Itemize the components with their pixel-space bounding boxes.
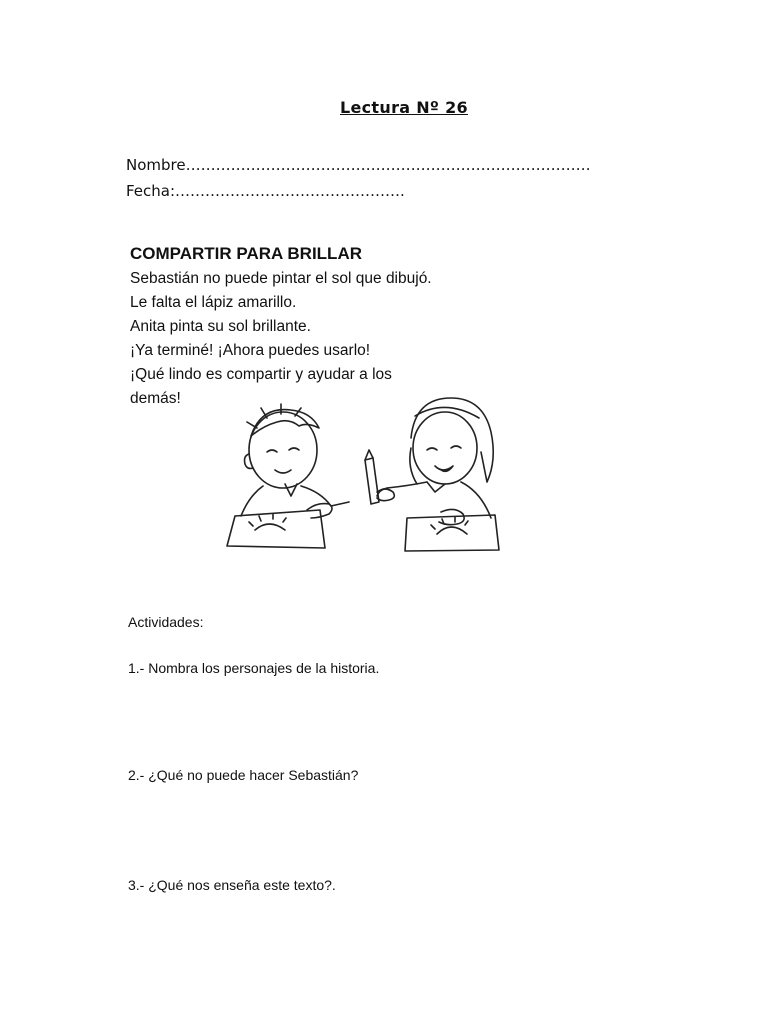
activities-heading: Actividades: [128,614,204,630]
name-label: Nombre [126,156,186,174]
name-dotted-line: ……………………………………………………………………… [185,156,591,174]
date-label: Fecha: [126,182,176,200]
question-2: 2.- ¿Qué no puede hacer Sebastián? [128,767,359,783]
story-line: ¡Ya terminé! ¡Ahora puedes usarlo! [130,342,371,359]
question-3: 3.- ¿Qué nos enseña este texto?. [128,877,336,893]
story-line: ¡Qué lindo es compartir y ayudar a los [130,366,392,383]
story-line: Anita pinta su sol brillante. [130,318,311,335]
name-field[interactable] [126,156,591,174]
date-dotted-line: ………………………………………. [175,182,405,200]
date-field[interactable] [126,182,405,200]
page-title: Lectura Nº 26 [340,98,468,117]
children-drawing-illustration [215,388,545,556]
question-1: 1.- Nombra los personajes de la historia. [128,660,380,676]
story-line: Le falta el lápiz amarillo. [130,294,297,311]
story-line: demás! [130,390,181,407]
story-line: Sebastián no puede pintar el sol que dibujó. [130,270,432,287]
story-title: COMPARTIR PARA BRILLAR [130,244,362,263]
